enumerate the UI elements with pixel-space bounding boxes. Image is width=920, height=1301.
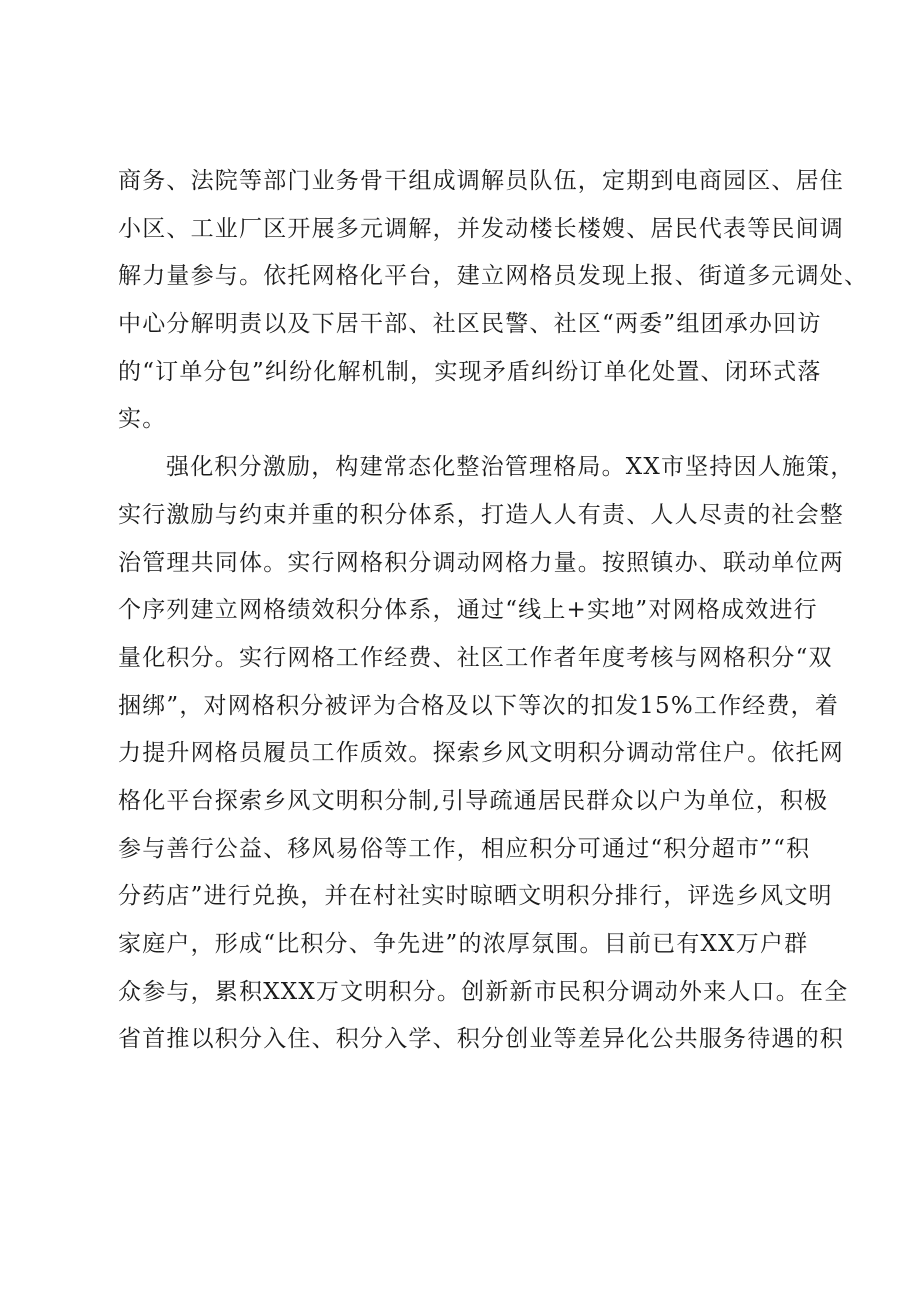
text-line: 家庭户，形成“比积分、争先进”的浓厚氛围。目前已有XX万户群 [118, 931, 809, 957]
text-line: 治管理共同体。实行网格积分调动网格力量。按照镇办、联动单位两 [118, 549, 844, 576]
text-line: 个序列建立网格绩效积分体系，通过“线上+实地”对网格成效进行 [118, 597, 818, 624]
text-line: 分药店”进行兑换，并在村社实时晾晒文明积分排行，评选乡风文明 [118, 883, 833, 910]
document-body [118, 158, 869, 1064]
text-line: 量化积分。实行网格工作经费、社区工作者年度考核与网格积分“双 [118, 644, 833, 671]
text-line: 捆绑”，对网格积分被评为合格及以下等次的扣发15%工作经费，着 [118, 692, 840, 719]
text-line: 格化平台探索乡风文明积分制,引导疏通居民群众以户为单位，积极 [118, 787, 829, 814]
text-line: 参与善行公益、移风易俗等工作，相应积分可通过“积分超市”“积 [118, 835, 811, 862]
text-line: 小区、工业厂区开展多元调解，并发动楼长楼嫂、居民代表等民间调 [118, 215, 844, 242]
text-line: 商务、法院等部门业务骨干组成调解员队伍，定期到电商园区、居住 [118, 168, 844, 194]
text-line: 的“订单分包”纠纷化解机制，实现矛盾纠纷订单化处置、闭环式落 [118, 358, 822, 385]
text-line: 实。 [118, 406, 167, 433]
text-line: 力提升网格员履员工作质效。探索乡风文明积分调动常住户。依托网 [118, 740, 844, 767]
text-line: 众参与，累积XXX万文明积分。创新新市民积分调动外来人口。在全 [118, 978, 849, 1005]
text-line: 实行激励与约束并重的积分体系，打造人人有责、人人尽责的社会整 [118, 501, 844, 528]
text-line: 中心分解明责以及下居干部、社区民警、社区“两委”组团承办回访 [118, 311, 822, 338]
text-line: 省首推以积分入住、积分入学、积分创业等差异化公共服务待遇的积 [118, 1026, 844, 1053]
paragraph-heading-line: 强化积分激励，构建常态化整治管理格局。XX市坚持因人施策， [166, 454, 855, 481]
text-line: 解力量参与。依托网格化平台，建立网格员发现上报、街道多元调处、 [118, 263, 869, 290]
